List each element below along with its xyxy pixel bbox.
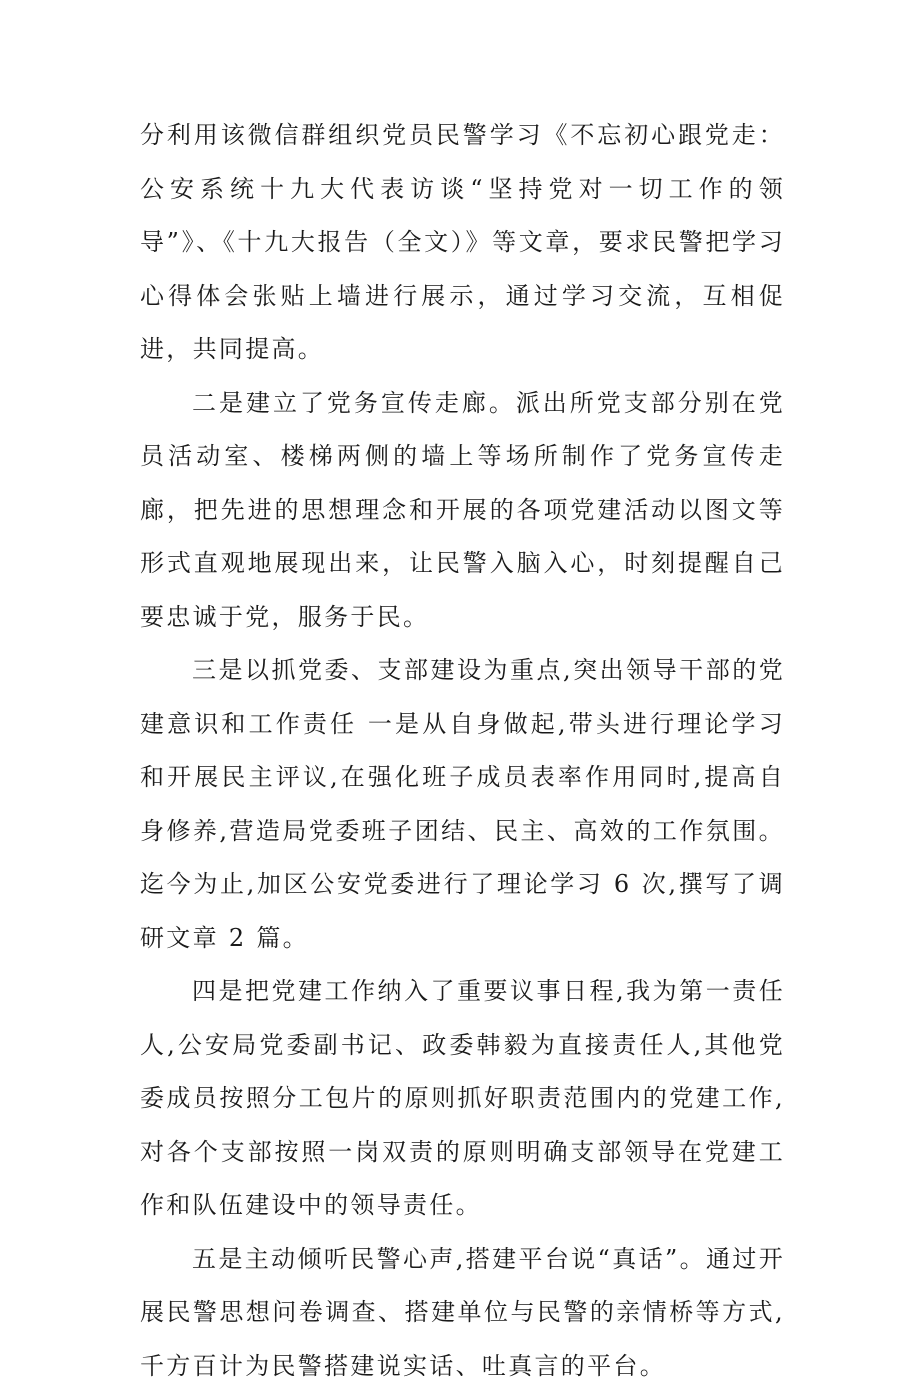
document-body <box>140 109 785 1393</box>
paragraph-continuation-wechat-study: 分利用该微信群组织党员民警学习《不忘初心跟党走：公安系统十九大代表访谈“坚持党对一切工作的领导”》、《十九大报告（全文）》等文章，要求民警把学习心得体会张贴上墙进行展示，通过学习交流，互相促进，共同提高。 <box>140 109 785 377</box>
paragraph-committee-branch-building: 三是以抓党委、支部建设为重点,突出领导干部的党建意识和工作责任 一是从自身做起,带头进行理论学习和开展民主评议,在强化班子成员表率作用同时,提高自身修养,营造局党委班子团结、民主、高效的工作氛围。迄今为止,加区公安党委进行了理论学习 6 次,撰写了调研文章 2 篇。 <box>140 644 785 965</box>
paragraph-listen-to-police: 五是主动倾听民警心声,搭建平台说“真话”。通过开展民警思想问卷调查、搭建单位与民警的亲情桥等方式,千方百计为民警搭建说实话、吐真言的平台。 <box>140 1233 785 1393</box>
paragraph-party-work-agenda: 四是把党建工作纳入了重要议事日程,我为第一责任人,公安局党委副书记、政委韩毅为直接责任人,其他党委成员按照分工包片的原则抓好职责范围内的党建工作,对各个支部按照一岗双责的原则明确支部领导在党建工作和队伍建设中的领导责任。 <box>140 965 785 1233</box>
paragraph-publicity-corridor: 二是建立了党务宣传走廊。派出所党支部分别在党员活动室、楼梯两侧的墙上等场所制作了党务宣传走廊，把先进的思想理念和开展的各项党建活动以图文等形式直观地展现出来，让民警入脑入心，时刻提醒自己要忠诚于党，服务于民。 <box>140 377 785 645</box>
